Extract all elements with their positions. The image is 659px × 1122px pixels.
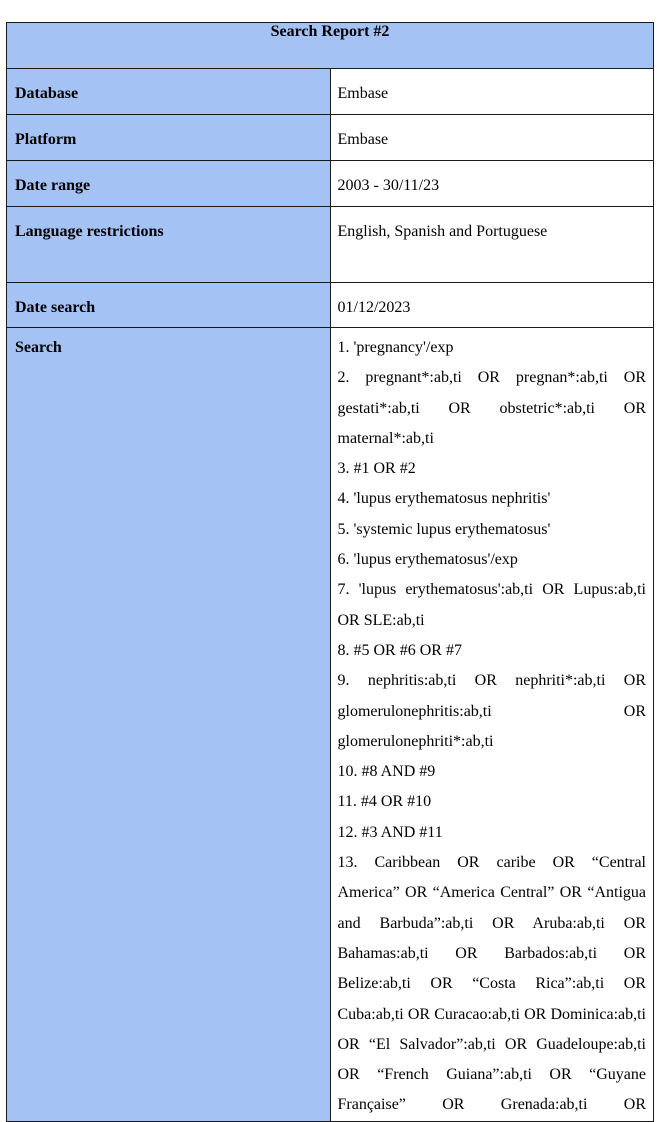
search-line: 1. 'pregnancy'/exp <box>337 339 454 356</box>
row-value-database: Embase <box>330 69 654 115</box>
search-line: 2. pregnant*:ab,ti OR pregnan*:ab,ti OR gestati*:ab,ti OR obstetric*:ab,ti OR maternal*:ab,ti <box>337 369 646 447</box>
row-label-date-range: Date range <box>7 161 331 207</box>
table-row <box>7 207 654 283</box>
row-value-platform: Embase <box>330 115 654 161</box>
search-line: 13. Caribbean OR caribe OR “Central America” OR “America Central” OR “Antigua and Barbuda”:ab,ti OR Aruba:ab,ti OR Bahamas:ab,ti OR Barbados:ab,ti OR Belize:ab,ti OR “Costa Rica”:ab,ti OR Cuba:ab,ti OR Curacao:ab,ti OR Dominica:ab,ti OR “El Salvador”:ab,ti OR Guadeloupe:ab,ti OR “French Guiana”:ab,ti OR “Guyane Française” OR Grenada:ab,ti OR <box>337 854 646 1114</box>
table-row <box>7 115 654 161</box>
search-strategy-lines <box>330 328 654 1122</box>
search-line: 6. 'lupus erythematosus'/exp <box>337 551 518 569</box>
row-label-language-restrictions: Language restrictions <box>7 207 331 283</box>
row-label-date-search: Date search <box>7 283 331 328</box>
search-report-table <box>6 22 654 1122</box>
row-label-database: Database <box>7 69 331 115</box>
search-line: 3. #1 OR #2 <box>337 460 416 478</box>
table-row <box>7 283 654 328</box>
search-line: 12. #3 AND #11 <box>337 823 443 841</box>
row-value-language-restrictions: English, Spanish and Portuguese <box>330 207 654 283</box>
report-title: Search Report #2 <box>7 23 654 69</box>
search-line: 11. #4 OR #10 <box>337 793 432 811</box>
table-row <box>7 69 654 115</box>
table-row <box>7 161 654 207</box>
search-line: 8. #5 OR #6 OR #7 <box>337 641 462 659</box>
row-label-search: Search <box>7 328 331 1122</box>
search-line: 4. 'lupus erythematosus nephritis' <box>337 490 551 508</box>
row-value-date-search: 01/12/2023 <box>330 283 654 328</box>
search-line: 10. #8 AND #9 <box>337 763 436 781</box>
table-row <box>7 328 654 1122</box>
search-line: 7. 'lupus erythematosus':ab,ti OR Lupus:ab,ti OR SLE:ab,ti <box>337 581 646 629</box>
search-line: 9. nephritis:ab,ti OR nephriti*:ab,ti OR glomerulonephritis:ab,ti OR glomerulonephriti*:ab,ti <box>337 672 646 750</box>
row-value-date-range: 2003 - 30/11/23 <box>330 161 654 207</box>
row-label-platform: Platform <box>7 115 331 161</box>
search-line: 5. 'systemic lupus erythematosus' <box>337 520 551 538</box>
